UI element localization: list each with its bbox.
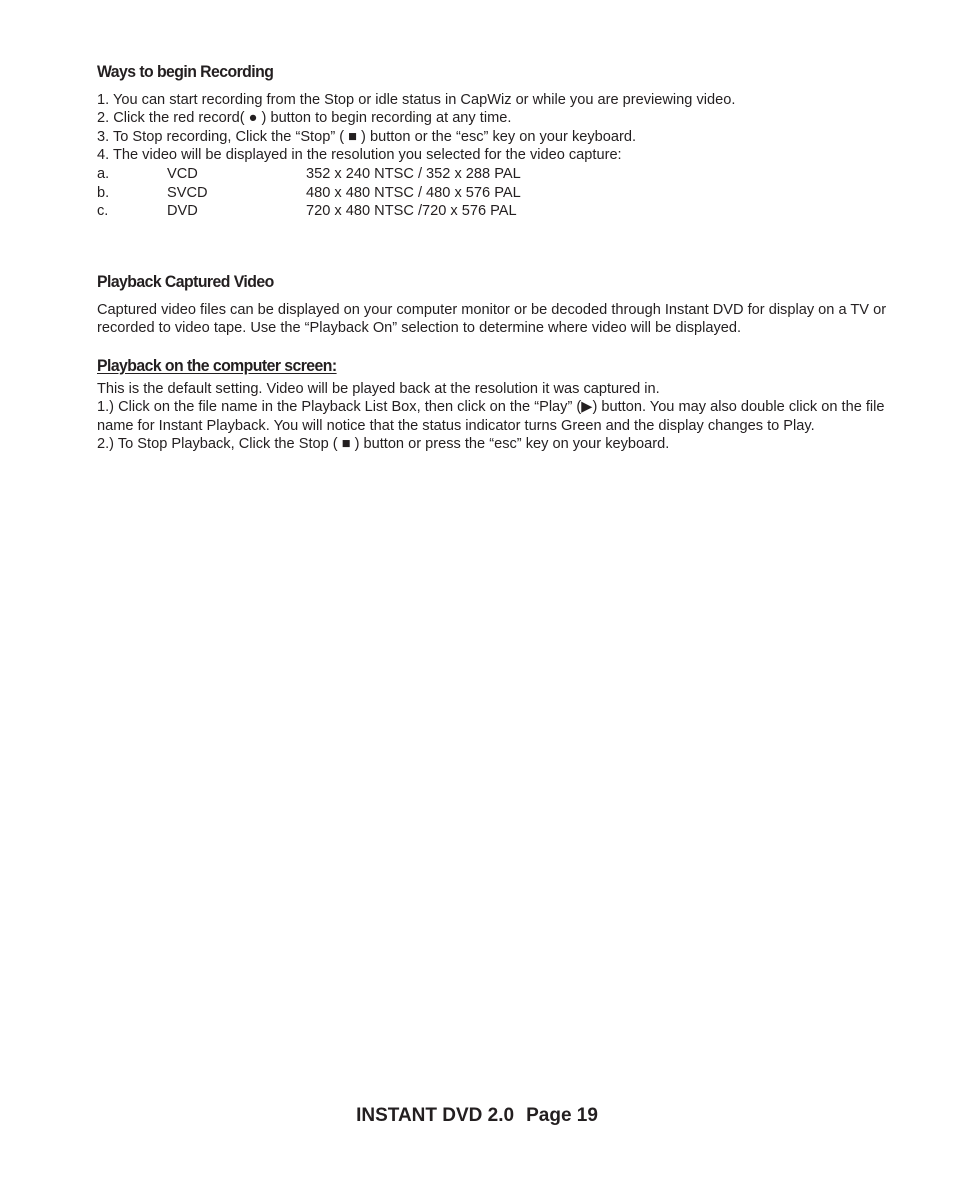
recording-step-4: 4. The video will be displayed in the resolution you selected for the video capture: (97, 147, 622, 163)
recording-heading: Ways to begin Recording (97, 62, 274, 81)
resolution-letter: c. (97, 203, 109, 219)
playback-body: Captured video files can be displayed on your computer monitor or be decoded through Instant DVD for display on a TV or recorded to video tape. Use the “Playback On” selection to determine where video will be displayed. (97, 302, 887, 337)
screen-playback-line-2: 1.) Click on the file name in the Playback List Box, then click on the “Play” (▶) button. You may also double click on the file name for Instant Playback. You will notice that the status indicator turns Green and the display changes to Play. (97, 399, 885, 434)
screen-playback-paragraph (97, 380, 897, 454)
resolution-value: 720 x 480 NTSC /720 x 576 PAL (306, 203, 517, 219)
resolution-format: VCD (167, 166, 198, 182)
recording-step-2: 2. Click the red record( ● ) button to begin recording at any time. (97, 110, 512, 126)
resolution-letter: b. (97, 185, 110, 201)
resolution-value: 480 x 480 NTSC / 480 x 576 PAL (306, 185, 521, 201)
screen-playback-line-3: 2.) To Stop Playback, Click the Stop ( ■ ) button or press the “esc” key on your keyboard. (97, 436, 670, 453)
recording-step-3: 3. To Stop recording, Click the “Stop” ( ■ ) button or the “esc” key on your keyboard. (97, 129, 637, 145)
screen-playback-line-1: This is the default setting. Video will be played back at the resolution it was captured in. (97, 381, 660, 397)
resolution-format: DVD (167, 203, 198, 219)
footer-page-number: Page 19 (526, 1105, 598, 1126)
page-footer (0, 1105, 954, 1127)
playback-paragraph (97, 301, 897, 338)
resolution-format: SVCD (167, 185, 208, 201)
playback-heading: Playback Captured Video (97, 272, 274, 291)
resolution-letter: a. (97, 166, 110, 182)
footer-title: INSTANT DVD 2.0 (356, 1105, 515, 1126)
screen-playback-heading: Playback on the computer screen: (97, 356, 337, 375)
recording-step-1: 1. You can start recording from the Stop or idle status in CapWiz or while you are previewing video. (97, 92, 736, 108)
resolution-value: 352 x 240 NTSC / 352 x 288 PAL (306, 166, 521, 182)
